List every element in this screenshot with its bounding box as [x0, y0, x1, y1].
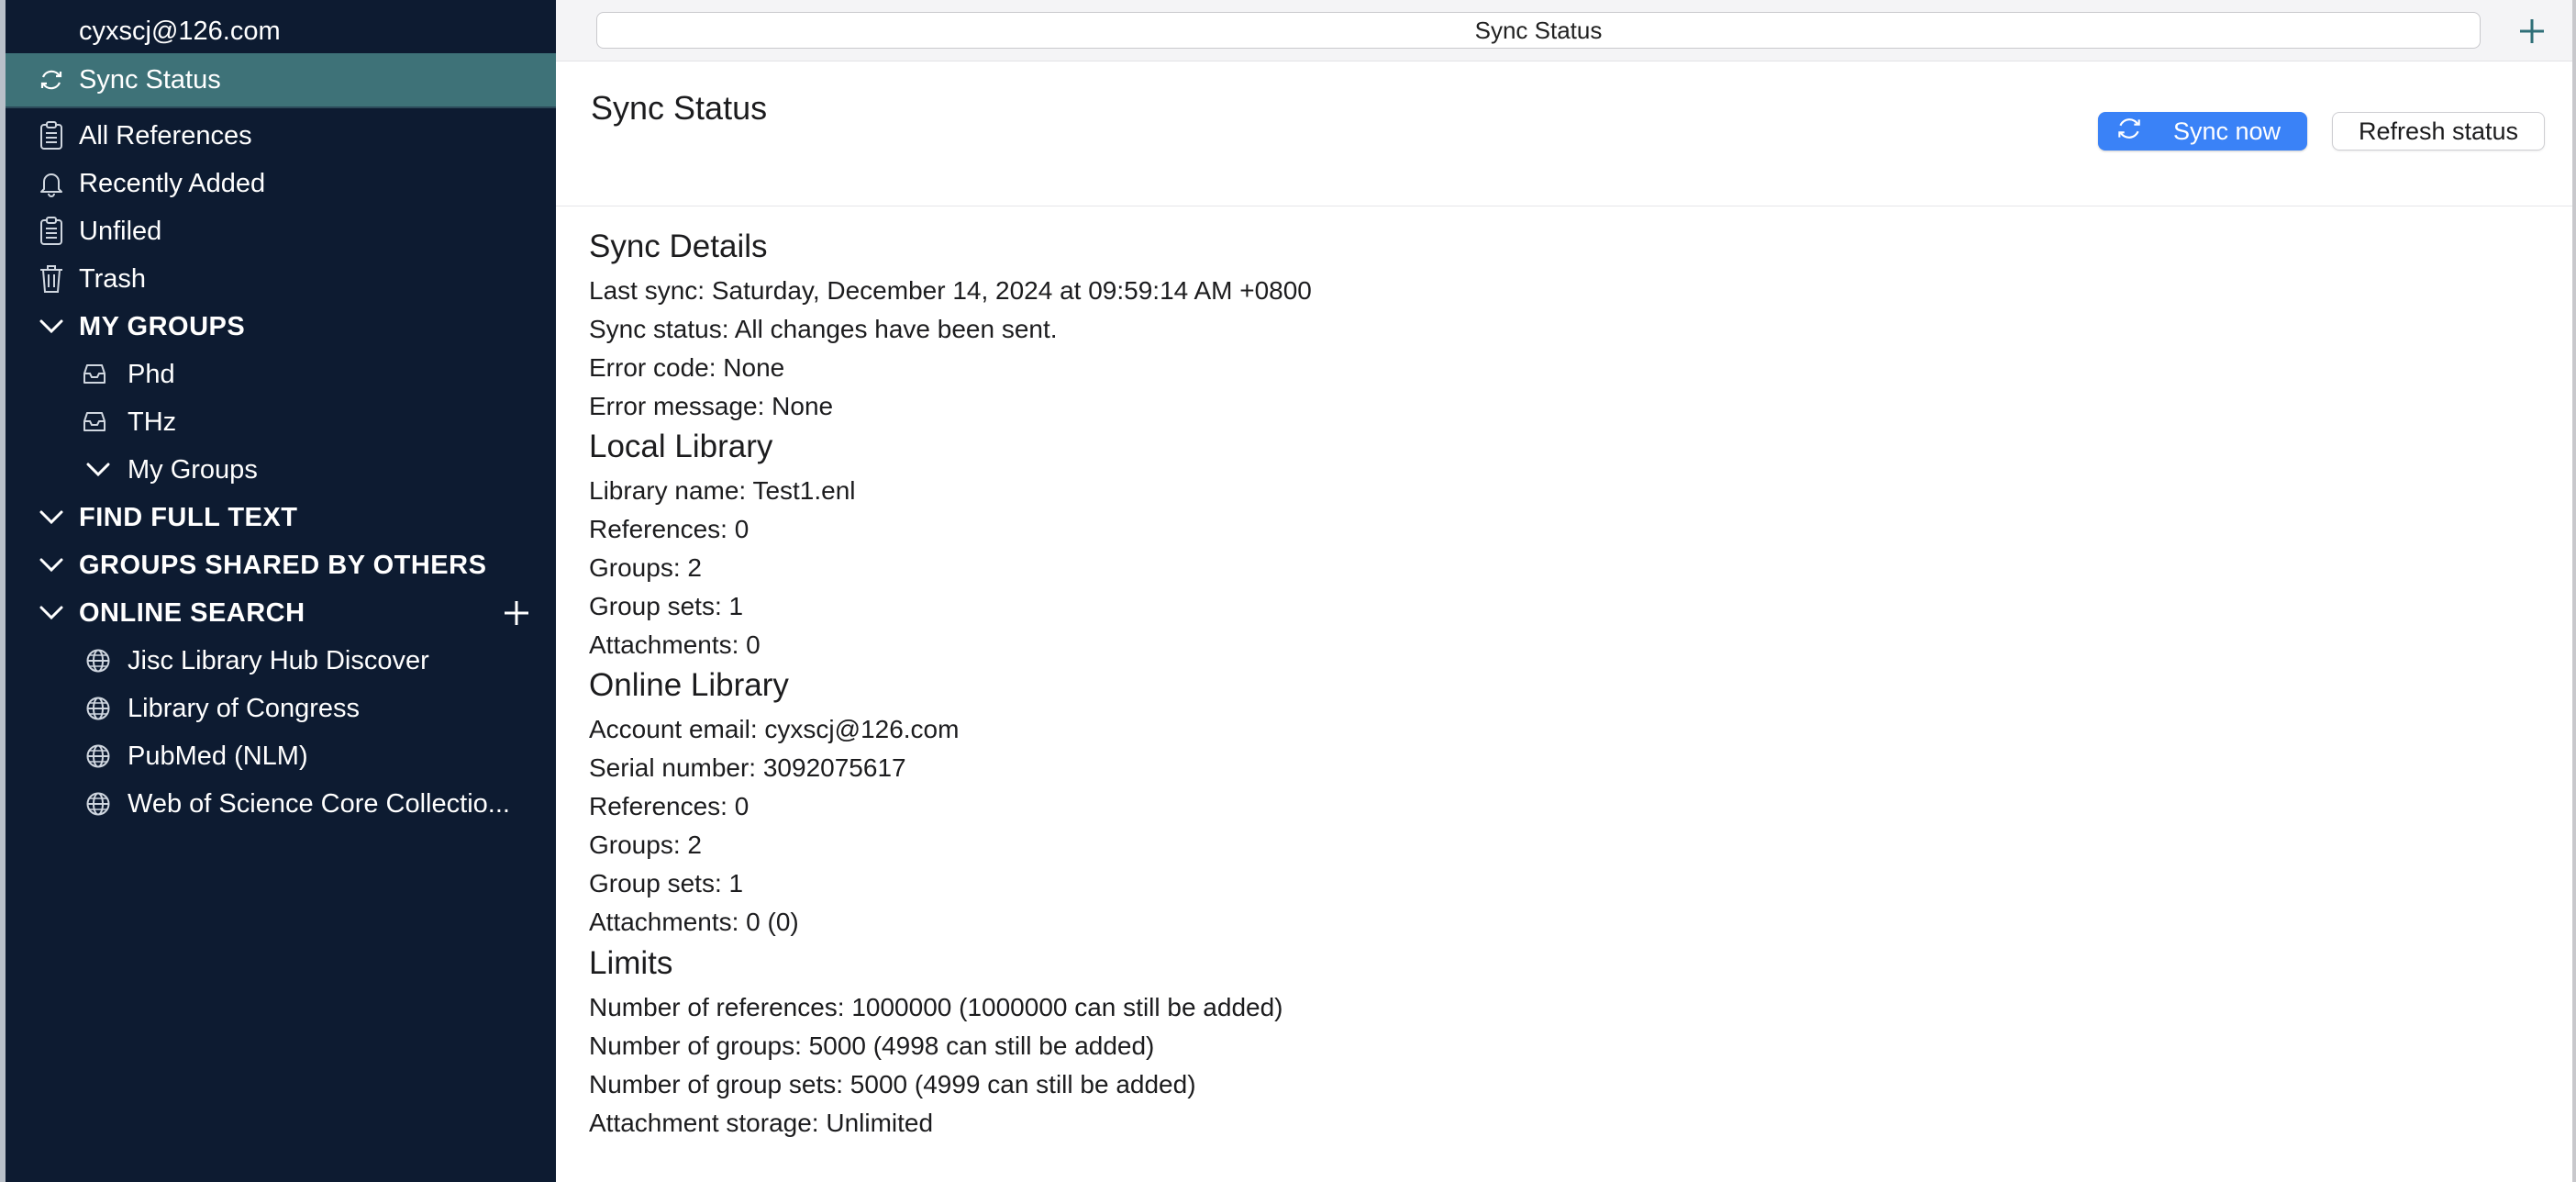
account-row[interactable] [6, 7, 556, 55]
section-my-groups[interactable] [6, 303, 556, 351]
detail-line: Groups: 2 [589, 553, 702, 582]
sidebar-item-label: All References [79, 120, 252, 151]
detail-line: Number of references: 1000000 (1000000 can still be added) [589, 993, 1283, 1021]
sidebar-item-group-thz[interactable] [6, 398, 556, 446]
sidebar-item-sync-status[interactable] [6, 53, 556, 106]
tab-title: Sync Status [1474, 16, 1603, 44]
section-groups-shared[interactable] [6, 541, 556, 589]
sidebar-item-online-search[interactable] [6, 685, 556, 732]
sidebar-item-group-phd[interactable] [6, 351, 556, 398]
chevron-down-icon [36, 311, 67, 342]
sidebar-item-my-groups-set[interactable] [6, 446, 556, 494]
group-tray-icon [79, 359, 110, 390]
sidebar-item-all-references[interactable] [6, 112, 556, 160]
section-heading: Online Library [589, 667, 789, 703]
detail-line: Library name: Test1.enl [589, 476, 856, 505]
detail-line: Group sets: 1 [589, 869, 744, 898]
sync-now-label: Sync now [2173, 117, 2282, 145]
detail-line: References: 0 [589, 792, 749, 820]
sidebar [0, 0, 556, 1182]
sync-status-panel [556, 61, 2572, 1182]
section-find-full-text[interactable] [6, 494, 556, 541]
sidebar-item-label: Unfiled [79, 216, 162, 246]
sidebar-item-online-search[interactable] [6, 732, 556, 780]
page-title: Sync Status [591, 89, 768, 127]
chevron-down-icon [83, 454, 114, 485]
section-label: ONLINE SEARCH [79, 597, 305, 628]
account-email: cyxscj@126.com [79, 16, 281, 46]
detail-line: Last sync: Saturday, December 14, 2024 at 09:59:14 AM +0800 [589, 276, 1312, 305]
section-online-search[interactable] [6, 589, 556, 637]
tab-bar [556, 0, 2576, 61]
section-heading: Sync Details [589, 229, 768, 264]
sidebar-item-label: My Groups [128, 454, 258, 485]
group-tray-icon [79, 407, 110, 438]
section-label: MY GROUPS [79, 311, 246, 341]
sidebar-item-label: Trash [79, 263, 147, 294]
detail-line: Error message: None [589, 392, 834, 420]
sidebar-item-online-search[interactable] [6, 780, 556, 828]
section-label: GROUPS SHARED BY OTHERS [79, 550, 487, 580]
detail-line: Attachments: 0 [589, 630, 761, 659]
detail-line: Group sets: 1 [589, 592, 744, 620]
sidebar-item-label: THz [128, 407, 177, 437]
clipboard-icon [36, 216, 67, 247]
sync-icon [36, 64, 67, 95]
section-heading: Limits [589, 945, 673, 981]
tab-sync-status[interactable] [596, 12, 2481, 49]
globe-icon [83, 693, 114, 724]
divider [6, 106, 556, 108]
clipboard-icon [36, 120, 67, 151]
detail-line: References: 0 [589, 515, 749, 543]
trash-icon [36, 263, 67, 295]
detail-line: Groups: 2 [589, 831, 702, 859]
sidebar-item-trash[interactable] [6, 255, 556, 303]
detail-line: Serial number: 3092075617 [589, 753, 906, 782]
sidebar-item-online-search[interactable] [6, 637, 556, 685]
section-label: FIND FULL TEXT [79, 502, 298, 532]
window-edge [2572, 0, 2576, 1182]
sidebar-item-label: Recently Added [79, 168, 266, 198]
chevron-down-icon [36, 550, 67, 581]
refresh-status-label: Refresh status [2358, 117, 2519, 145]
plus-icon[interactable] [501, 597, 532, 629]
sidebar-item-label: Library of Congress [128, 693, 361, 723]
detail-line: Error code: None [589, 353, 785, 382]
sidebar-item-label: Web of Science Core Collectio... [128, 788, 510, 819]
detail-line: Account email: cyxscj@126.com [589, 715, 960, 743]
sidebar-item-label: PubMed (NLM) [128, 741, 308, 771]
sync-icon [2115, 114, 2144, 150]
globe-icon [83, 645, 114, 676]
chevron-down-icon [36, 597, 67, 629]
sidebar-item-recently-added[interactable] [6, 160, 556, 207]
globe-icon [83, 741, 114, 772]
detail-line: Number of groups: 5000 (4998 can still be added) [589, 1031, 1155, 1060]
sidebar-item-label: Jisc Library Hub Discover [128, 645, 429, 675]
sidebar-item-label: Phd [128, 359, 175, 389]
chevron-down-icon [36, 502, 67, 533]
sidebar-item-label: Sync Status [79, 64, 221, 95]
detail-line: Number of group sets: 5000 (4999 can still be added) [589, 1070, 1196, 1098]
globe-icon [83, 788, 114, 820]
detail-line: Attachments: 0 (0) [589, 908, 799, 936]
sidebar-item-unfiled[interactable] [6, 207, 556, 255]
bell-icon [36, 168, 67, 199]
detail-line: Sync status: All changes have been sent. [589, 315, 1058, 343]
section-heading: Local Library [589, 429, 773, 464]
sync-now-button[interactable] [2098, 112, 2307, 151]
refresh-status-button[interactable] [2332, 112, 2545, 151]
detail-line: Attachment storage: Unlimited [589, 1109, 934, 1137]
plus-icon[interactable] [2515, 15, 2548, 48]
